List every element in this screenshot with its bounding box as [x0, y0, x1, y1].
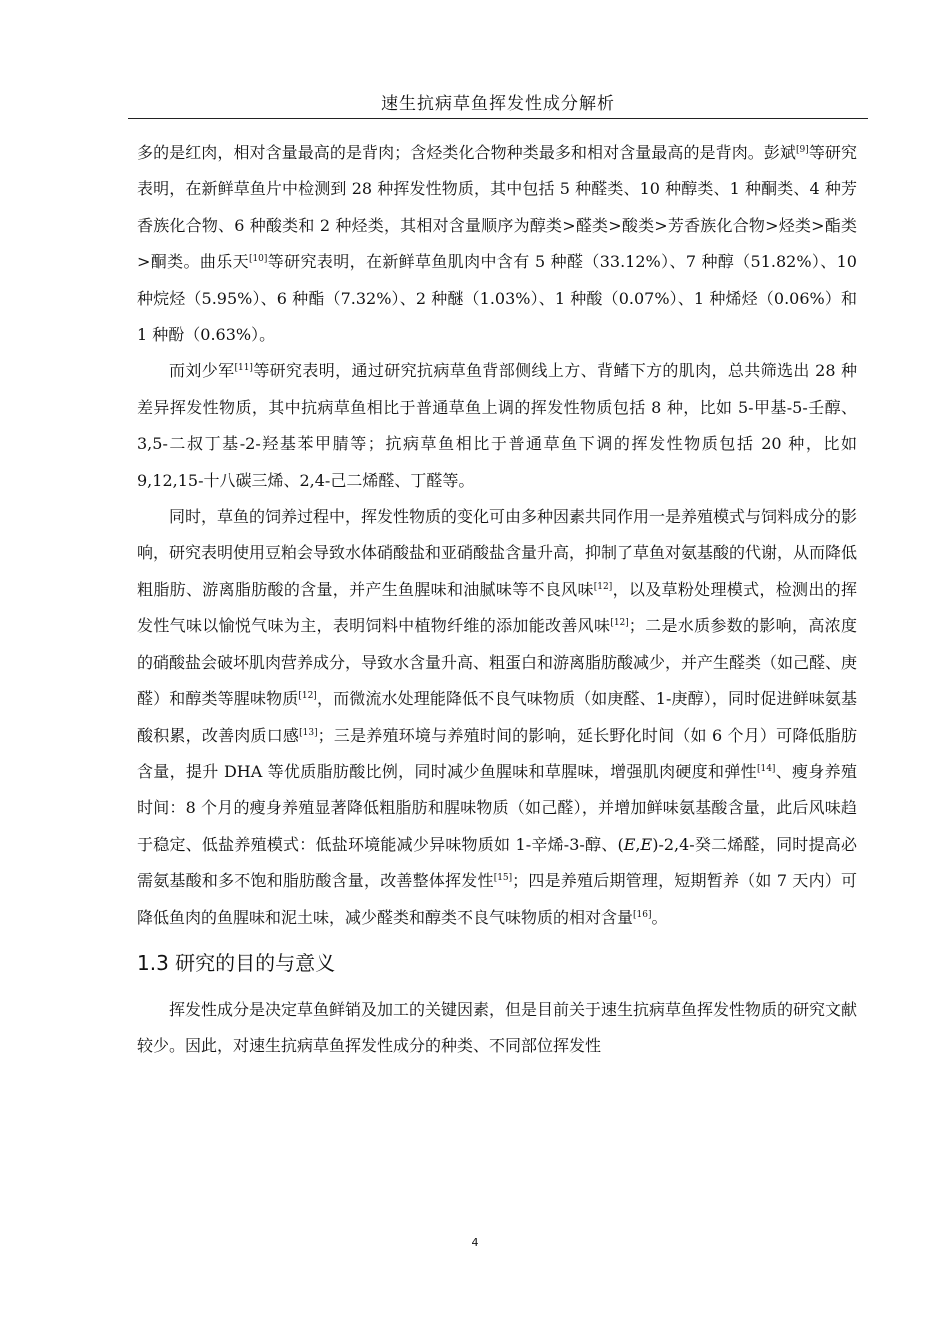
- body-text: [137, 135, 857, 1065]
- header-rule: [128, 118, 868, 119]
- citation: [12]: [610, 618, 629, 629]
- paragraph-3: 同时，草鱼的饲养过程中，挥发性物质的变化可由多种因素共同作用一是养殖模式与饲料成分的影响，研究表明使用豆粕会导致水体硝酸盐和亚硝酸盐含量升高，抑制了草鱼对氨基酸的代谢，从而降低粗脂肪、游离脂肪酸的含量，并产生鱼腥味和油腻味等不良风味[12]，以及草粉处理模式，检测出的挥发性气味以愉悦气味为主，表明饲料中植物纤维的添加能改善风味[12]；二是水质参数的影响，高浓度的硝酸盐会破坏肌肉营养成分，导致水含量升高、粗蛋白和游离脂肪酸减少，并产生醛类（如己醛、庚醛）和醇类等腥味物质[12]，而微流水处理能降低不良气味物质（如庚醛、1-庚醇），同时促进鲜味氨基酸积累，改善肉质口感[13]；三是养殖环境与养殖时间的影响，延长野化时间（如 6 个月）可降低脂肪含量，提升 DHA 等优质脂肪酸比例，同时减少鱼腥味和草腥味，增强肌肉硬度和弹性[14]、瘦身养殖时间：8 个月的瘦身养殖显著降低粗脂肪和腥味物质（如己醛），并增加鲜味氨基酸含量，此后风味趋于稳定、低盐养殖模式：低盐环境能减少异味物质如 1-辛烯-3-醇、(E,E)-2,4-癸二烯醛，同时提高必需氨基酸和多不饱和脂肪酸含量，改善整体挥发性[15]；四是养殖后期管理，短期暂养（如 7 天内）可降低鱼肉的鱼腥味和泥土味，减少醛类和醇类不良气味物质的相对含量[16]。: [137, 507, 858, 927]
- citation: [13]: [299, 727, 318, 738]
- citation: [9]: [796, 145, 809, 155]
- citation: [11]: [234, 363, 253, 374]
- paragraph-1: 多的是红肉，相对含量最高的是背肉；含烃类化合物种类最多和相对含量最高的是背肉。彭斌[9]等研究表明，在新鲜草鱼片中检测到 28 种挥发性物质，其中包括 5 种醛类、10 种醇类、1 种酮类、4 种芳香族化合物、6 种酸类和 2 种烃类，其相对含量顺序为醇类>醛类>酸类>芳香族化合物>烃类>酯类>酮类。曲乐天[10]等研究表明，在新鲜草鱼肌肉中含有 5 种醛（33.12%）、7 种醇（51.82%）、10 种烷烃（5.95%）、6 种酯（7.32%）、2 种醚（1.03%）、1 种酸（0.07%）、1 种烯烃（0.06%）和 1 种酚（0.63%）。: [137, 143, 857, 345]
- page-number: 4: [471, 1236, 479, 1249]
- citation: [16]: [633, 909, 652, 920]
- citation: [12]: [298, 691, 317, 702]
- citation: [14]: [756, 763, 776, 774]
- paragraph-2: 而刘少军[11]等研究表明，通过研究抗病草鱼背部侧线上方、背鳍下方的肌肉，总共筛选出 28 种差异挥发性物质，其中抗病草鱼相比于普通草鱼上调的挥发性物质包括 8 种，比如 5-甲基-5-壬醇、3,5-二叔丁基-2-羟基苯甲腈等；抗病草鱼相比于普通草鱼下调的挥发性物质包括 20 种，比如 9,12,15-十八碳三烯、2,4-己二烯醛、丁醛等。: [137, 361, 857, 490]
- citation: [15]: [493, 873, 513, 884]
- running-header: 速生抗病草鱼挥发性成分解析: [381, 94, 615, 114]
- citation: [10]: [248, 254, 268, 265]
- citation: [12]: [593, 581, 613, 592]
- section-heading: 1.3 研究的目的与意义: [137, 950, 336, 975]
- paragraph-4: 挥发性成分是决定草鱼鲜销及加工的关键因素，但是目前关于速生抗病草鱼挥发性物质的研究文献较少。因此，对速生抗病草鱼挥发性成分的种类、不同部位挥发性: [137, 999, 858, 1056]
